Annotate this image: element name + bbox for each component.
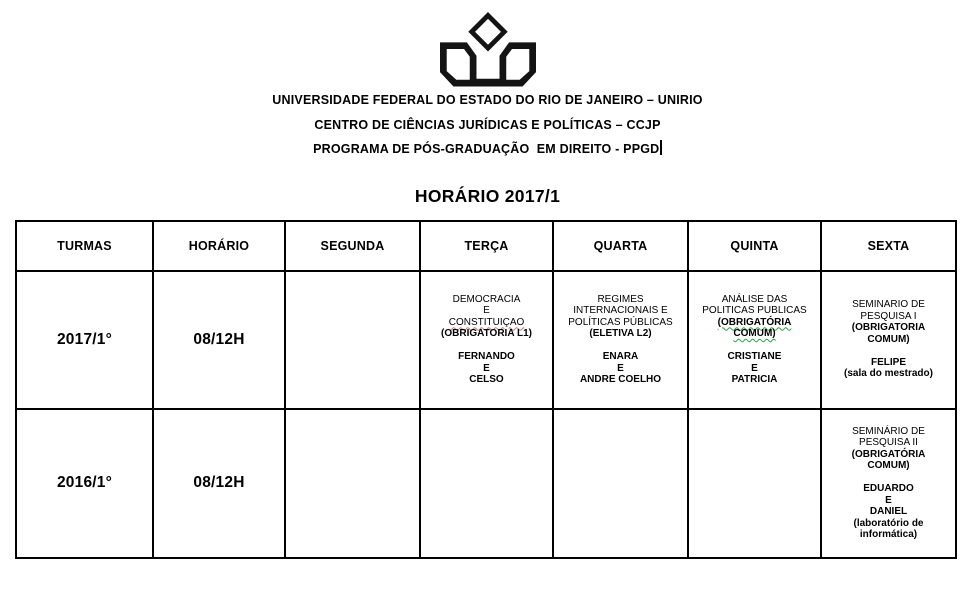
schedule-line xyxy=(557,340,684,352)
schedule-line: E xyxy=(751,362,758,374)
turma-cell: 2016/1° xyxy=(16,409,153,558)
schedule-line: ANÁLISE DAS xyxy=(721,293,788,305)
schedule-cell-quinta xyxy=(688,271,821,409)
logo-diamond-icon xyxy=(471,15,504,48)
schedule-line xyxy=(692,340,817,352)
horario-cell: 08/12H xyxy=(153,409,285,558)
institution-line-2 xyxy=(0,113,975,138)
schedule-line: E xyxy=(483,305,490,316)
schedule-line: (laboratório de xyxy=(853,517,924,529)
schedule-cell-quarta xyxy=(553,271,688,409)
schedule-line: (OBRIGATÓRIA xyxy=(851,448,926,460)
schedule-row xyxy=(16,409,956,558)
schedule-line: CELSO xyxy=(469,374,504,385)
schedule-line: PESQUISA II xyxy=(859,437,918,448)
schedule-line: INTERNACIONAIS E xyxy=(573,305,668,316)
schedule-row xyxy=(16,271,956,409)
unirio-logo xyxy=(440,9,536,91)
schedule-table-head xyxy=(16,221,956,271)
schedule-line: (OBRIGATORIA xyxy=(851,322,926,334)
schedule-line: COMUM) xyxy=(867,333,910,345)
schedule-table xyxy=(15,220,957,559)
logo-container xyxy=(0,0,975,86)
schedule-line: (ELETIVA L2) xyxy=(589,328,652,339)
schedule-line: CONSTITUIÇAO xyxy=(448,316,525,328)
institution-header xyxy=(0,88,975,162)
column-header-horário: HORÁRIO xyxy=(153,221,285,271)
schedule-cell-segunda xyxy=(285,409,420,558)
turma-cell: 2017/1° xyxy=(16,271,153,409)
schedule-cell-quarta xyxy=(553,409,688,558)
schedule-cell-sexta xyxy=(821,271,956,409)
column-header-segunda: SEGUNDA xyxy=(285,221,420,271)
schedule-line: DEMOCRACIA xyxy=(452,293,521,305)
page-title: HORÁRIO 2017/1 xyxy=(414,185,561,206)
schedule-cell-terca xyxy=(420,409,553,558)
column-header-sexta: SEXTA xyxy=(821,221,956,271)
header-row xyxy=(16,221,956,271)
schedule-cell-segunda xyxy=(285,271,420,409)
schedule-cell-quinta xyxy=(688,409,821,558)
schedule-line: (OBRIGATORIA L1) xyxy=(441,328,532,339)
schedule-line: SEMINÁRIO DE xyxy=(852,425,925,437)
schedule-line: ENARA xyxy=(602,351,639,362)
column-header-quarta: QUARTA xyxy=(553,221,688,271)
schedule-line xyxy=(825,345,952,357)
institution-line-1 xyxy=(0,88,975,113)
schedule-cell-sexta xyxy=(821,409,956,558)
schedule-line xyxy=(825,472,952,484)
text-cursor xyxy=(660,140,662,155)
schedule-cell-terca xyxy=(420,271,553,409)
schedule-line: POLITICAS PUBLICAS xyxy=(702,305,807,316)
institution-line-2-text: CENTRO DE CIÊNCIAS JURÍDICAS E POLÍTICAS – CCJP xyxy=(314,117,661,132)
schedule-line: E xyxy=(483,362,490,374)
column-header-terça: TERÇA xyxy=(420,221,553,271)
schedule-line: FERNANDO xyxy=(458,351,515,362)
schedule-line: PATRICIA xyxy=(731,374,778,385)
schedule-line: COMUM) xyxy=(867,460,910,471)
schedule-table-body xyxy=(16,271,956,558)
schedule-line: POLÍTICAS PÚBLICAS xyxy=(568,316,673,328)
schedule-line xyxy=(424,340,549,352)
schedule-line: informática) xyxy=(859,529,918,540)
institution-line-3 xyxy=(0,137,975,162)
column-header-turmas: TURMAS xyxy=(16,221,153,271)
schedule-line: PESQUISA I xyxy=(860,310,917,322)
schedule-line: REGIMES xyxy=(597,293,644,305)
schedule-line: E xyxy=(885,494,892,506)
schedule-line: (OBRIGATÓRIA xyxy=(717,316,792,328)
schedule-line: ANDRE COELHO xyxy=(579,374,662,385)
schedule-line: EDUARDO xyxy=(863,483,914,494)
institution-line-3-text: PROGRAMA DE PÓS-GRADUAÇÃO EM DIREITO - PPGD xyxy=(313,142,660,156)
schedule-line: CRISTIANE xyxy=(727,351,782,362)
schedule-line: (sala do mestrado) xyxy=(844,368,933,380)
schedule-line: DANIEL xyxy=(869,506,908,517)
schedule-line: SEMINARIO DE xyxy=(852,299,925,311)
schedule-line: COMUM) xyxy=(733,328,776,339)
column-header-quinta: QUINTA xyxy=(688,221,821,271)
schedule-line: E xyxy=(617,362,624,374)
schedule-line: FELIPE xyxy=(870,356,906,368)
horario-cell: 08/12H xyxy=(153,271,285,409)
institution-line-1-text: UNIVERSIDADE FEDERAL DO ESTADO DO RIO DE JANEIRO – UNIRIO xyxy=(272,93,703,107)
